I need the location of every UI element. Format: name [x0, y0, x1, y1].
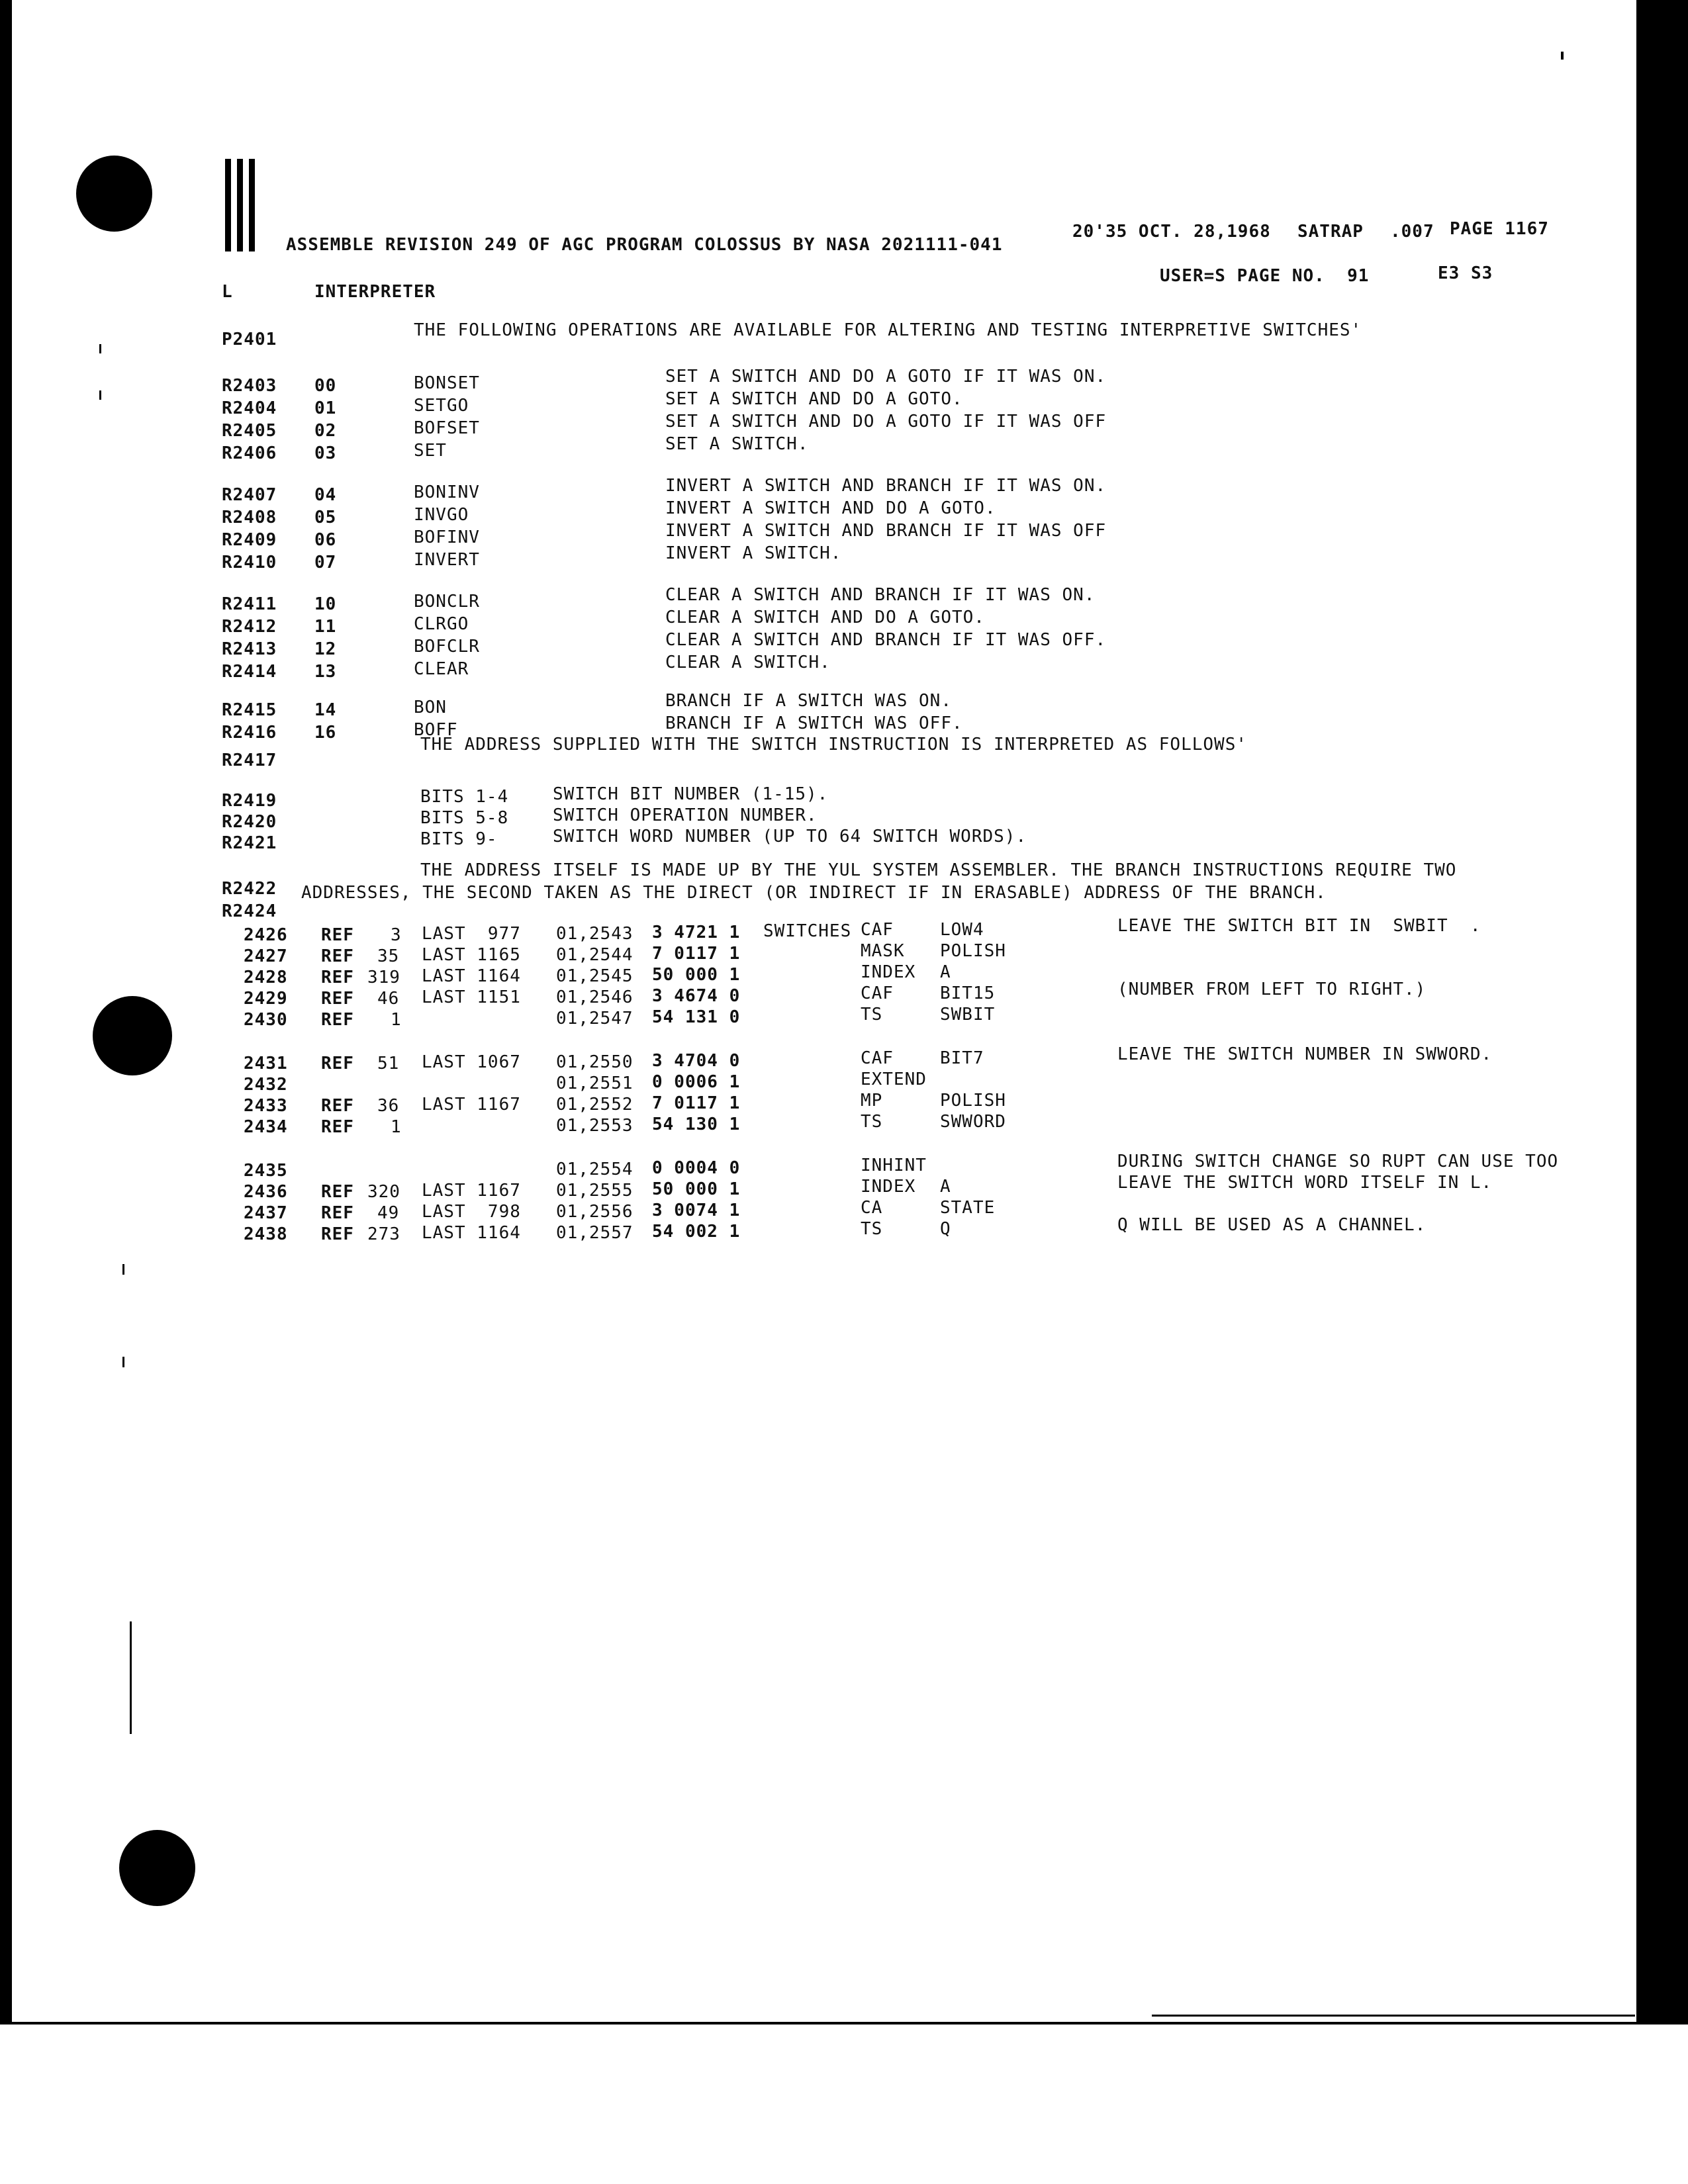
machine-word: 3 4721 1: [652, 923, 741, 942]
machine-word: 50 000 1: [652, 1179, 741, 1199]
ref-keyword: REF: [321, 1182, 354, 1202]
op-name: BOFINV: [414, 527, 480, 547]
address: 01,2545: [556, 966, 633, 986]
header-code: E3 S3: [1438, 263, 1493, 283]
op-name: INVGO: [414, 505, 469, 525]
address: 01,2547: [556, 1009, 633, 1028]
assembler-note-line2: ADDRESSES, THE SECOND TAKEN AS THE DIRECT (OR INDIRECT IF IN ERASABLE) ADDRESS OF THE BRANCH.: [301, 883, 1327, 903]
scan-speck: [99, 390, 101, 400]
machine-word: 0 0004 0: [652, 1158, 741, 1178]
machine-word: 54 130 1: [652, 1115, 741, 1134]
opcode: MASK: [861, 941, 905, 961]
address: 01,2553: [556, 1116, 633, 1136]
operand: Q: [940, 1219, 951, 1239]
last-ref: LAST 1164: [422, 1223, 521, 1243]
punch-hole-bottom: [119, 1830, 195, 1906]
operand: LOW4: [940, 920, 984, 940]
ref-keyword: REF: [321, 946, 354, 966]
op-code: 01: [314, 398, 337, 418]
op-code: 16: [314, 723, 337, 743]
address: 01,2544: [556, 945, 633, 965]
op-id: R2403: [222, 376, 277, 396]
ref-keyword: REF: [321, 1096, 354, 1116]
opcode: TS: [861, 1005, 883, 1024]
address: 01,2550: [556, 1052, 633, 1072]
ref-number: 320: [367, 1182, 400, 1202]
op-id: R2406: [222, 443, 277, 463]
assembler-note-id1: R2422: [222, 879, 277, 899]
machine-word: 7 0117 1: [652, 944, 741, 964]
op-id: R2412: [222, 617, 277, 637]
line-number: 2429: [244, 989, 288, 1009]
line-number: 2437: [244, 1203, 288, 1223]
ref-number: 1: [391, 1010, 402, 1030]
line-number: 2426: [244, 925, 288, 945]
op-name: BOFCLR: [414, 637, 480, 657]
last-ref: LAST 1165: [422, 945, 521, 965]
op-desc: CLEAR A SWITCH AND DO A GOTO.: [665, 608, 985, 627]
address-note-text: THE ADDRESS SUPPLIED WITH THE SWITCH INSTRUCTION IS INTERPRETED AS FOLLOWS': [420, 735, 1247, 754]
address: 01,2543: [556, 924, 633, 944]
op-id: R2410: [222, 553, 277, 572]
machine-word: 3 0074 1: [652, 1201, 741, 1220]
op-name: BOFSET: [414, 418, 480, 438]
op-code: 14: [314, 700, 337, 720]
ref-number: 35: [377, 946, 400, 966]
op-name: BOFF: [414, 720, 458, 740]
header-title: ASSEMBLE REVISION 249 OF AGC PROGRAM COLOSSUS BY NASA 2021111-041: [286, 235, 1003, 255]
last-ref: LAST 1067: [422, 1052, 521, 1072]
op-id: R2407: [222, 485, 277, 505]
op-name: SET: [414, 441, 447, 461]
bits-range: BITS 9-: [420, 829, 498, 849]
op-name: BONCLR: [414, 592, 480, 612]
comment: LEAVE THE SWITCH BIT IN SWBIT .: [1117, 916, 1481, 936]
comment: DURING SWITCH CHANGE SO RUPT CAN USE TOO: [1117, 1152, 1559, 1171]
line-number: 2434: [244, 1117, 288, 1137]
header-users-page: USER=S PAGE NO. 91: [1160, 266, 1370, 286]
operand: SWWORD: [940, 1112, 1006, 1132]
last-ref: LAST 1164: [422, 966, 521, 986]
op-desc: INVERT A SWITCH AND DO A GOTO.: [665, 498, 996, 518]
comment: Q WILL BE USED AS A CHANNEL.: [1117, 1215, 1427, 1235]
line-number: 2427: [244, 946, 288, 966]
op-desc: SET A SWITCH.: [665, 434, 809, 454]
opcode: CAF: [861, 920, 894, 940]
last-ref: LAST 1167: [422, 1181, 521, 1201]
machine-word: 54 131 0: [652, 1007, 741, 1027]
operand: SWBIT: [940, 1005, 996, 1024]
header-page: PAGE 1167: [1450, 219, 1549, 239]
last-ref: LAST 977: [422, 924, 521, 944]
op-code: 07: [314, 553, 337, 572]
opcode: CA: [861, 1198, 883, 1218]
op-code: 12: [314, 639, 337, 659]
op-code: 05: [314, 508, 337, 527]
ref-keyword: REF: [321, 968, 354, 987]
op-desc: CLEAR A SWITCH AND BRANCH IF IT WAS ON.: [665, 585, 1096, 605]
op-name: CLRGO: [414, 614, 469, 634]
op-desc: SET A SWITCH AND DO A GOTO.: [665, 389, 963, 409]
address: 01,2556: [556, 1202, 633, 1222]
operand: STATE: [940, 1198, 996, 1218]
comment: LEAVE THE SWITCH NUMBER IN SWWORD.: [1117, 1044, 1493, 1064]
ref-keyword: REF: [321, 1224, 354, 1244]
operand: BIT15: [940, 983, 996, 1003]
ref-number: 273: [367, 1224, 400, 1244]
intro-text: THE FOLLOWING OPERATIONS ARE AVAILABLE FOR ALTERING AND TESTING INTERPRETIVE SWITCHES': [414, 320, 1362, 340]
op-code: 02: [314, 421, 337, 441]
op-desc: BRANCH IF A SWITCH WAS ON.: [665, 691, 952, 711]
machine-word: 7 0117 1: [652, 1093, 741, 1113]
op-code: 11: [314, 617, 337, 637]
op-code: 03: [314, 443, 337, 463]
bits-desc: SWITCH BIT NUMBER (1-15).: [553, 784, 829, 804]
header-system: SATRAP: [1297, 222, 1364, 242]
bits-desc: SWITCH WORD NUMBER (UP TO 64 SWITCH WORDS).: [553, 827, 1027, 846]
section-name: INTERPRETER: [314, 282, 436, 302]
last-ref: LAST 1151: [422, 987, 521, 1007]
op-id: R2414: [222, 662, 277, 682]
op-code: 10: [314, 594, 337, 614]
line-number: 2438: [244, 1224, 288, 1244]
op-desc: SET A SWITCH AND DO A GOTO IF IT WAS ON.: [665, 367, 1107, 387]
scan-edge-left: [0, 0, 12, 2022]
op-code: 04: [314, 485, 337, 505]
label: SWITCHES: [763, 921, 852, 941]
scan-margin-bottom: [0, 2025, 1688, 2184]
header-timestamp: 20'35 OCT. 28,1968: [1072, 222, 1271, 242]
bottom-rule: [1152, 2015, 1635, 2017]
op-name: BON: [414, 698, 447, 717]
machine-word: 50 000 1: [652, 965, 741, 985]
op-id: R2405: [222, 421, 277, 441]
scan-line: [130, 1621, 132, 1734]
scan-edge-right: [1636, 0, 1688, 2022]
op-desc: INVERT A SWITCH AND BRANCH IF IT WAS OFF: [665, 521, 1107, 541]
ref-keyword: REF: [321, 925, 354, 945]
op-name: INVERT: [414, 550, 480, 570]
opcode: INDEX: [861, 962, 916, 982]
bits-id: R2419: [222, 791, 277, 811]
machine-word: 0 0006 1: [652, 1072, 741, 1092]
ref-number: 51: [377, 1054, 400, 1073]
opcode: INDEX: [861, 1177, 916, 1197]
machine-word: 3 4674 0: [652, 986, 741, 1006]
comment: LEAVE THE SWITCH WORD ITSELF IN L.: [1117, 1173, 1493, 1193]
scan-speck: [1561, 52, 1564, 60]
op-id: R2413: [222, 639, 277, 659]
op-desc: SET A SWITCH AND DO A GOTO IF IT WAS OFF: [665, 412, 1107, 432]
intro-id: P2401: [222, 330, 277, 349]
scan-edge-bottom: [0, 2022, 1688, 2025]
line-number: 2431: [244, 1054, 288, 1073]
op-name: BONSET: [414, 373, 480, 393]
address: 01,2554: [556, 1160, 633, 1179]
address: 01,2546: [556, 987, 633, 1007]
ref-number: 3: [391, 925, 402, 945]
ref-keyword: REF: [321, 1203, 354, 1223]
scan-speck: [122, 1264, 124, 1275]
op-desc: INVERT A SWITCH AND BRANCH IF IT WAS ON.: [665, 476, 1107, 496]
ref-keyword: REF: [321, 989, 354, 1009]
line-number: 2436: [244, 1182, 288, 1202]
header-version: .007: [1390, 222, 1434, 242]
address: 01,2551: [556, 1073, 633, 1093]
op-desc: CLEAR A SWITCH AND BRANCH IF IT WAS OFF.: [665, 630, 1107, 650]
address: 01,2552: [556, 1095, 633, 1115]
operand: BIT7: [940, 1048, 984, 1068]
ref-keyword: REF: [321, 1010, 354, 1030]
punch-hole-middle: [93, 996, 172, 1075]
assembler-note-id2: R2424: [222, 901, 277, 921]
scan-speck: [122, 1357, 124, 1367]
machine-word: 3 4704 0: [652, 1051, 741, 1071]
comment: (NUMBER FROM LEFT TO RIGHT.): [1117, 979, 1427, 999]
opcode: CAF: [861, 1048, 894, 1068]
op-name: CLEAR: [414, 659, 469, 679]
ref-number: 1: [391, 1117, 402, 1137]
ref-number: 46: [377, 989, 400, 1009]
bits-desc: SWITCH OPERATION NUMBER.: [553, 805, 818, 825]
ref-keyword: REF: [321, 1054, 354, 1073]
ref-number: 36: [377, 1096, 400, 1116]
address: 01,2557: [556, 1223, 633, 1243]
line-number: 2432: [244, 1075, 288, 1095]
bits-range: BITS 1-4: [420, 787, 509, 807]
line-number: 2430: [244, 1010, 288, 1030]
ref-keyword: REF: [321, 1117, 354, 1137]
last-ref: LAST 798: [422, 1202, 521, 1222]
operand: A: [940, 1177, 951, 1197]
opcode: TS: [861, 1112, 883, 1132]
machine-word: 54 002 1: [652, 1222, 741, 1242]
punch-hole-top: [76, 156, 152, 232]
opcode: CAF: [861, 983, 894, 1003]
registration-bars: [225, 159, 262, 255]
operand: A: [940, 962, 951, 982]
op-desc: BRANCH IF A SWITCH WAS OFF.: [665, 713, 963, 733]
bits-id: R2420: [222, 812, 277, 832]
op-id: R2415: [222, 700, 277, 720]
op-name: BONINV: [414, 482, 480, 502]
address-note-id: R2417: [222, 751, 277, 770]
bits-range: BITS 5-8: [420, 808, 509, 828]
op-desc: CLEAR A SWITCH.: [665, 653, 831, 672]
op-name: SETGO: [414, 396, 469, 416]
op-id: R2409: [222, 530, 277, 550]
bits-id: R2421: [222, 833, 277, 853]
op-code: 00: [314, 376, 337, 396]
scan-speck: [99, 344, 101, 353]
op-id: R2411: [222, 594, 277, 614]
assembler-note-line1: THE ADDRESS ITSELF IS MADE UP BY THE YUL SYSTEM ASSEMBLER. THE BRANCH INSTRUCTIONS REQUIRE TWO: [420, 860, 1457, 880]
opcode: EXTEND: [861, 1069, 927, 1089]
op-code: 13: [314, 662, 337, 682]
last-ref: LAST 1167: [422, 1095, 521, 1115]
line-number: 2435: [244, 1161, 288, 1181]
opcode: TS: [861, 1219, 883, 1239]
line-number: 2428: [244, 968, 288, 987]
operand: POLISH: [940, 1091, 1006, 1111]
address: 01,2555: [556, 1181, 633, 1201]
op-id: R2408: [222, 508, 277, 527]
opcode: INHINT: [861, 1156, 927, 1175]
operand: POLISH: [940, 941, 1006, 961]
section-l: L: [222, 282, 233, 302]
op-desc: INVERT A SWITCH.: [665, 543, 842, 563]
op-id: R2404: [222, 398, 277, 418]
op-id: R2416: [222, 723, 277, 743]
ref-number: 319: [367, 968, 400, 987]
opcode: MP: [861, 1091, 883, 1111]
line-number: 2433: [244, 1096, 288, 1116]
op-code: 06: [314, 530, 337, 550]
ref-number: 49: [377, 1203, 400, 1223]
